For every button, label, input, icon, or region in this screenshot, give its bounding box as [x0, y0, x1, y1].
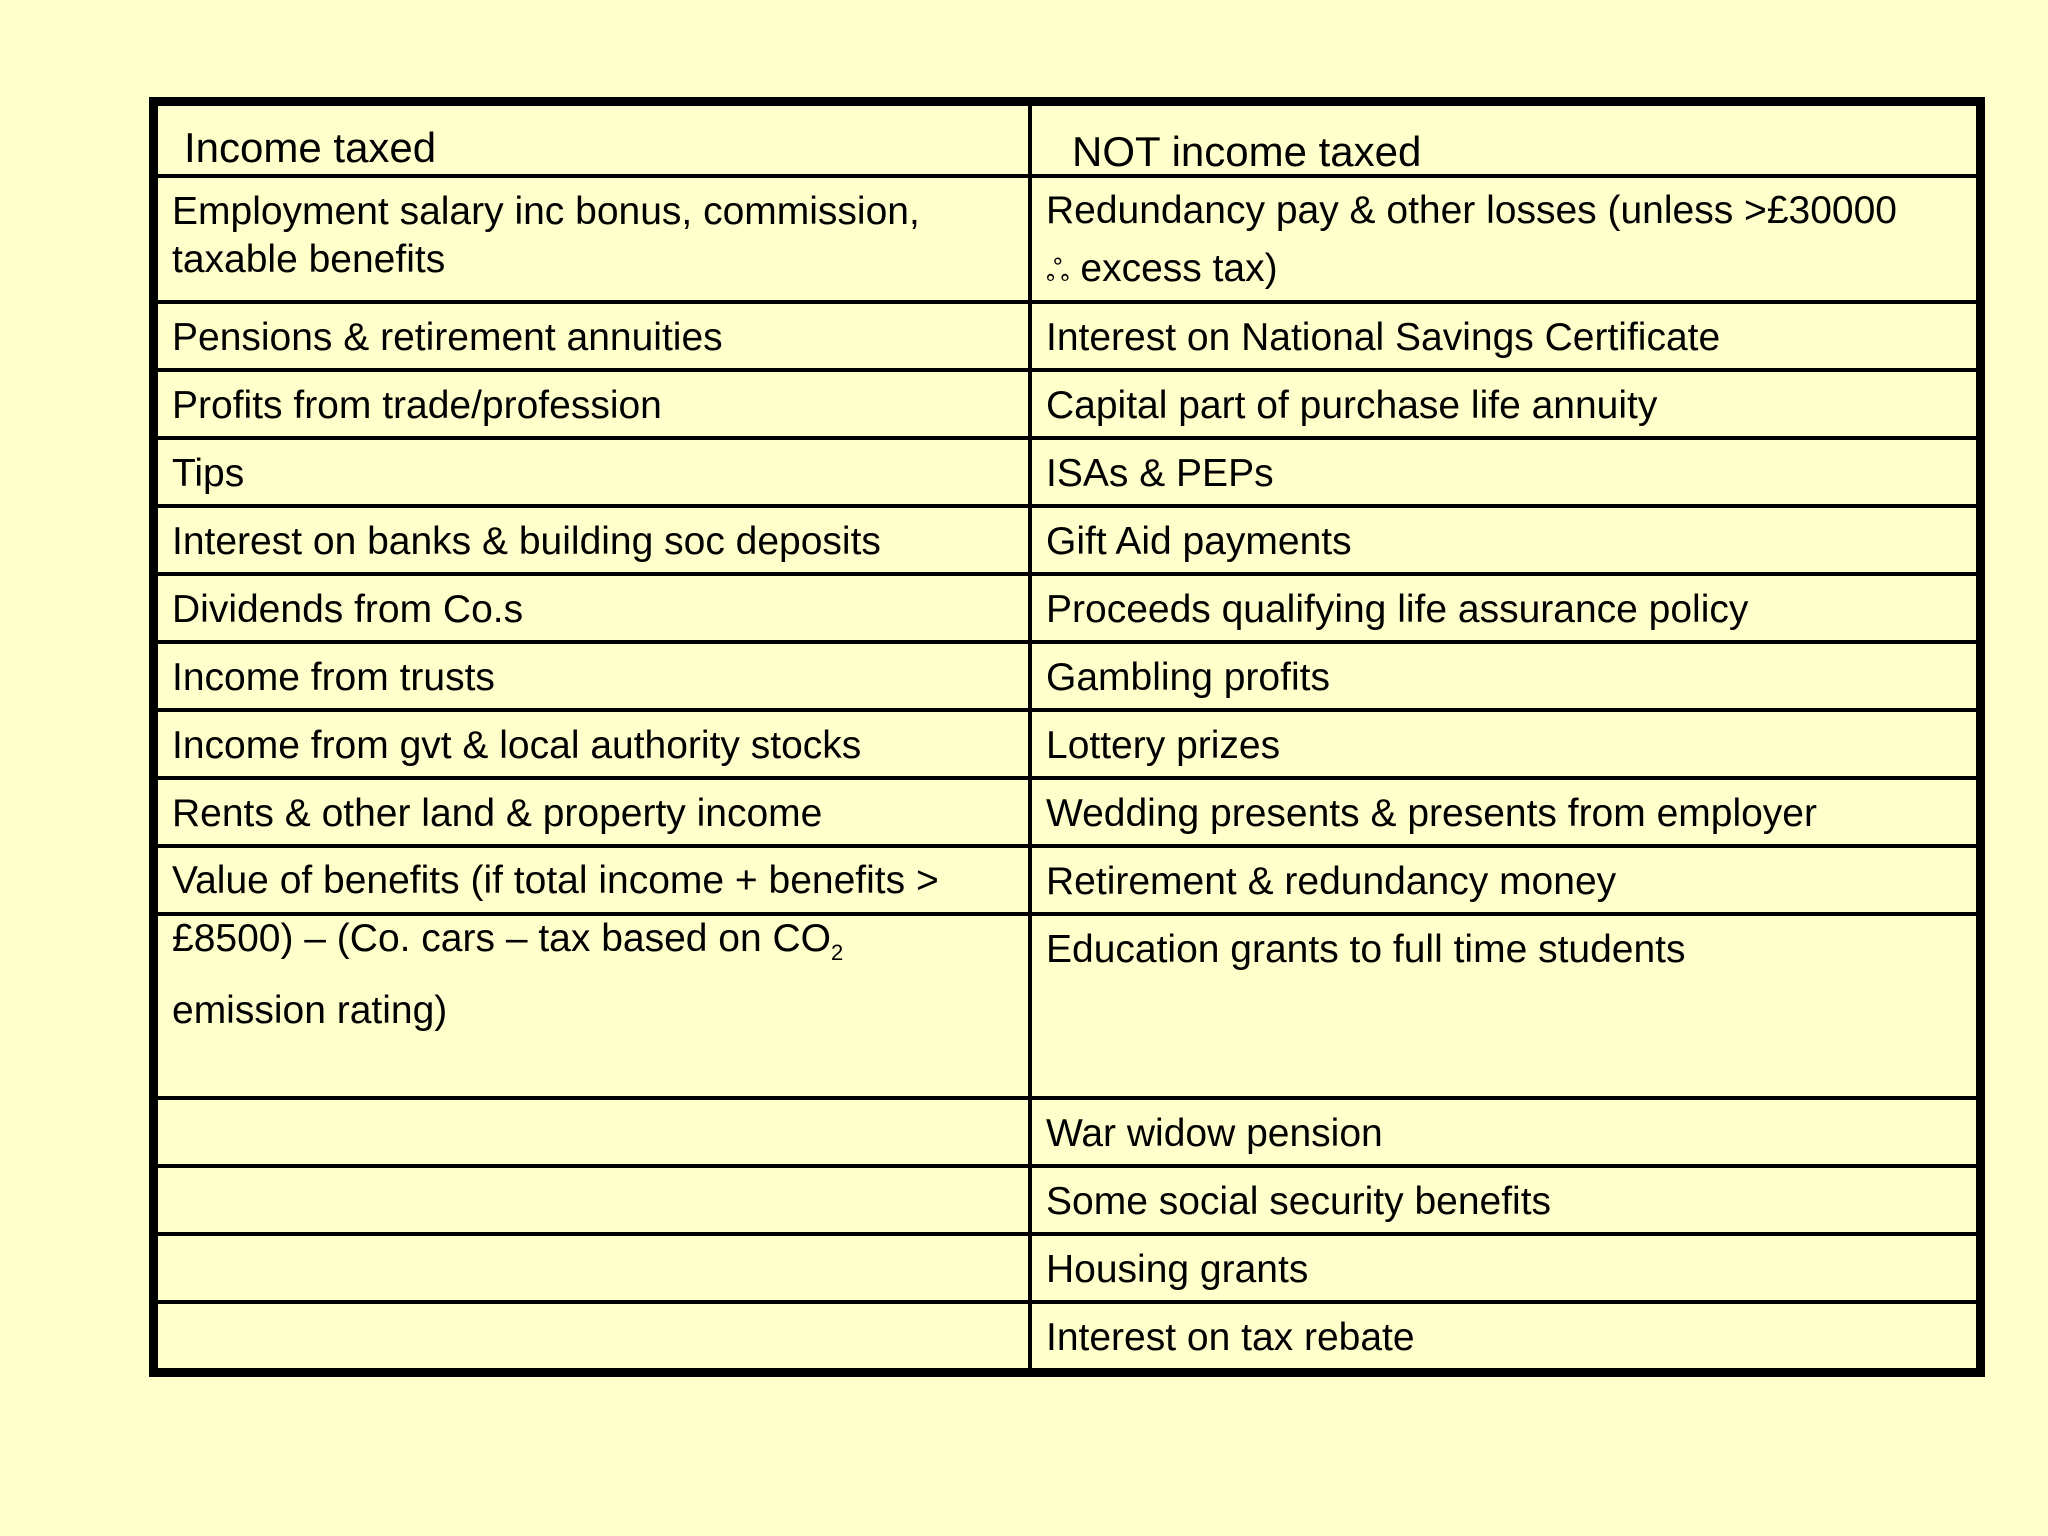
- cell-line: taxable benefits: [172, 238, 446, 281]
- table-cell-right: ISAs & PEPs: [1032, 440, 1976, 508]
- table-cell-left: Rents & other land & property income: [158, 780, 1032, 848]
- table-cell-left: Income from gvt & local authority stocks: [158, 712, 1032, 780]
- table-cell-right: Lottery prizes: [1032, 712, 1976, 780]
- table-cell-right: Some social security benefits: [1032, 1168, 1976, 1236]
- table-cell-right: Housing grants: [1032, 1236, 1976, 1304]
- table-cell-left: [158, 848, 1032, 1032]
- cell-line: [1046, 240, 1962, 301]
- table-cell-left: [158, 178, 1032, 304]
- table-cell-left: Income from trusts: [158, 644, 1032, 712]
- table-cell-right: Capital part of purchase life annuity: [1032, 372, 1976, 440]
- table-cell-right: Gambling profits: [1032, 644, 1976, 712]
- table-cell-right: Interest on National Savings Certificate: [1032, 304, 1976, 372]
- table-cell-left-empty: [158, 1304, 1032, 1372]
- table-cell-left: Tips: [158, 440, 1032, 508]
- table-cell-left-empty: [158, 916, 1032, 1100]
- table-cell-right: Wedding presents & presents from employer: [1032, 780, 1976, 848]
- header-income-taxed: Income taxed: [158, 106, 1032, 178]
- table-cell-left-empty: [158, 1236, 1032, 1304]
- table-cell-right: Proceeds qualifying life assurance policy: [1032, 576, 1976, 644]
- table-cell-right: War widow pension: [1032, 1100, 1976, 1168]
- cell-text: £8500) – (Co. cars – tax based on CO: [172, 917, 832, 960]
- cell-line: Employment salary inc bonus, commission,: [172, 190, 920, 233]
- table-cell-right: Education grants to full time students: [1032, 916, 1976, 1100]
- therefore-glyph: ஃ: [1046, 255, 1070, 288]
- table-cell-right: [1032, 178, 1976, 304]
- table-cell-left: Dividends from Co.s: [158, 576, 1032, 644]
- table-cell-left-empty: [158, 1168, 1032, 1236]
- table-cell-left-empty: [158, 1100, 1032, 1168]
- cell-line: Redundancy pay & other losses (unless >£30000: [1046, 189, 1897, 232]
- header-not-income-taxed: NOT income taxed: [1032, 106, 1976, 178]
- cell-line: Value of benefits (if total income + benefits >: [172, 859, 939, 902]
- table-cell-right: Interest on tax rebate: [1046, 1316, 1415, 1359]
- income-tax-table: [149, 97, 1985, 1377]
- cell-line: emission rating): [172, 988, 448, 1032]
- table-cell-left: Pensions & retirement annuities: [158, 304, 1032, 372]
- subscript-text: 2: [831, 939, 844, 965]
- table-cell-left: Profits from trade/profession: [158, 372, 1032, 440]
- cell-text: excess tax): [1080, 247, 1278, 290]
- table-cell-right: Retirement & redundancy money: [1032, 848, 1976, 916]
- table-cell-left: Interest on banks & building soc deposits: [158, 508, 1032, 576]
- table-cell-right: Gift Aid payments: [1032, 508, 1976, 576]
